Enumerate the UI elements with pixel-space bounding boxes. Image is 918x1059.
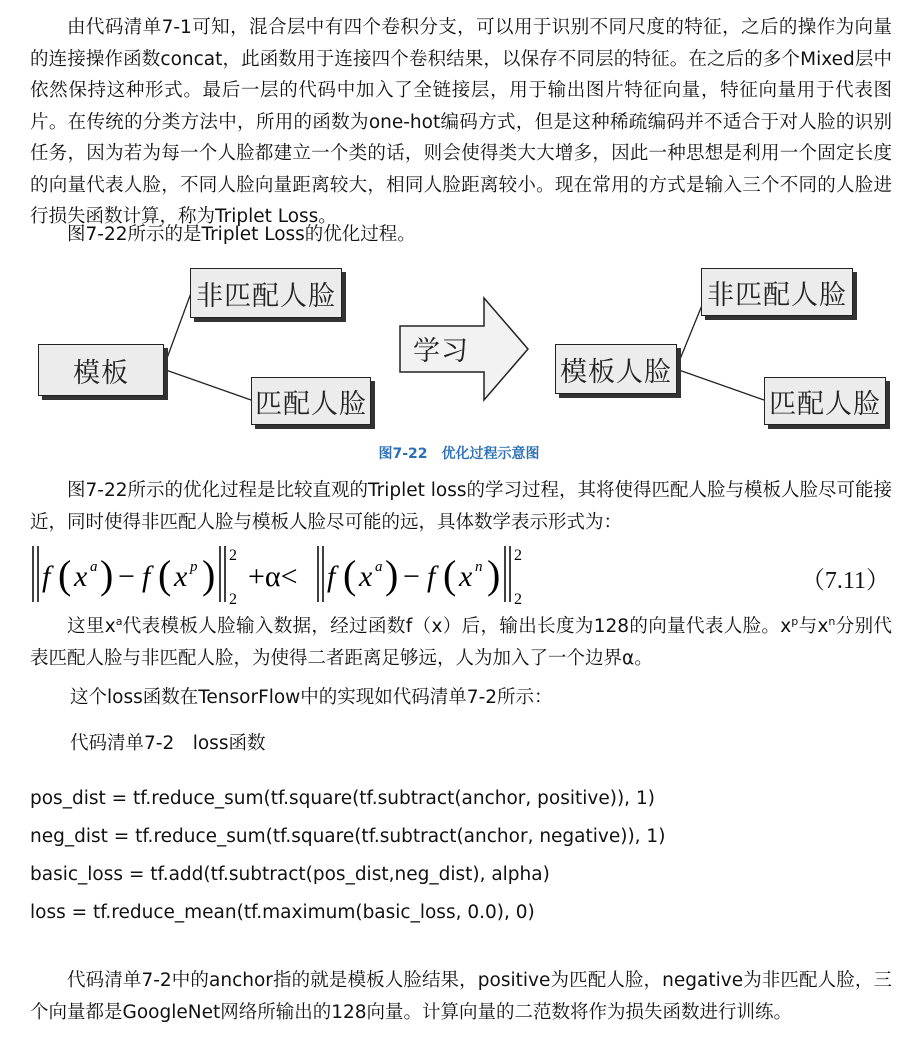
eq-sup-p: p <box>190 559 198 575</box>
box-nonmatch-face-right: 非匹配人脸 <box>701 268 853 316</box>
box-match-face-left: 匹配人脸 <box>251 377 371 425</box>
code-line: loss = tf.reduce_mean(tf.maximum(basic_loss, 0.0), 0) <box>30 902 535 923</box>
paragraph-optimization: 图7-22所示的优化过程是比较直观的Triplet loss的学习过程，其将使得匹配人脸与模板人脸尽可能接近，同时使得非匹配人脸与模板人脸尽可能的远，具体数学表示形式为： <box>30 480 892 533</box>
paragraph-variables-text-b: 代表模板人脸输入数据，经过函数f（x）后，输出长度为128的向量代表人脸。x <box>122 616 792 637</box>
box-template: 模板 <box>38 344 164 396</box>
eq-x-3: x <box>359 560 373 593</box>
eq-sq-2: 2 <box>514 547 522 564</box>
figure-caption: 图7-22 优化过程示意图 <box>378 446 540 462</box>
eq-plus-alpha: +α< <box>248 560 298 593</box>
eq-f-2: f <box>142 560 151 593</box>
eq-paren-close-1: ) <box>100 552 114 597</box>
paragraph-implementation: 这个loss函数在TensorFlow中的实现如代码清单7-2所示： <box>70 687 553 708</box>
paragraph-intro: 由代码清单7-1可知，混合层中有四个卷积分支，可以用于识别不同尺度的特征，之后的操作为向量的连接操作函数concat，此函数用于连接四个卷积结果，以保存不同层的特征。在之后的多个Mixed层中依然保持这种形式。最后一层的代码中加入了全链接层，用于输出图片特征向量，特征向量用于代表图片。在传统的分类方法中，所用的函数为one-hot编码方式，但是这种稀疏编码并不适合于对人脸的识别任务，因为若为每一个人脸都建立一个类的话，则会使得类大大增多，因此一种思想是利用一个固定长度的向量代表人脸，不同人脸向量距离较大，相同人脸距离较小。现在常用的方式是输入三个不同的人脸进行损失函数计算，称为Triplet Loss。 <box>30 17 892 227</box>
paragraph-figure-intro: 图7-22所示的是Triplet Loss的优化过程。 <box>67 224 416 245</box>
eq-paren-open-3: ( <box>343 552 357 597</box>
eq-sub-1: 2 <box>229 591 237 608</box>
eq-sq-1: 2 <box>229 547 237 564</box>
paragraph-variables <box>30 611 892 674</box>
eq-minus-2: − <box>403 560 420 593</box>
code-line: neg_dist = tf.reduce_sum(tf.square(tf.subtract(anchor, negative)), 1) <box>30 826 666 847</box>
eq-sup-a-2: a <box>375 559 383 575</box>
listing-title: 代码清单7-2 loss函数 <box>70 733 266 754</box>
code-line: basic_loss = tf.add(tf.subtract(pos_dist,neg_dist), alpha) <box>30 864 550 885</box>
box-template-face: 模板人脸 <box>555 344 677 394</box>
code-line: pos_dist = tf.reduce_sum(tf.square(tf.subtract(anchor, positive)), 1) <box>30 788 655 809</box>
box-nonmatch-face-left: 非匹配人脸 <box>190 268 342 318</box>
eq-sup-a-1: a <box>90 559 98 575</box>
eq-f-3: f <box>327 560 336 593</box>
eq-paren-open-1: ( <box>58 552 72 597</box>
equation-7-11 <box>30 540 900 610</box>
paragraph-explanation: 代码清单7-2中的anchor指的就是模板人脸结果，positive为匹配人脸，negative为非匹配人脸，三个向量都是GoogleNet网络所输出的128向量。计算向量的二范数将作为损失函数进行训练。 <box>30 970 892 1023</box>
eq-x-2: x <box>174 560 188 593</box>
equation-number: （7.11） <box>800 568 890 594</box>
eq-paren-close-3: ) <box>385 552 399 597</box>
eq-sub-2: 2 <box>514 591 522 608</box>
paragraph-variables-text-d: 分别代表匹配人脸与非匹配人脸，为使得二者距离足够远，人为加入了一个边界α。 <box>30 616 892 669</box>
box-match-face-right: 匹配人脸 <box>764 377 886 425</box>
sup-a: a <box>115 614 123 628</box>
eq-paren-open-2: ( <box>158 552 172 597</box>
eq-f-4: f <box>427 560 436 593</box>
eq-f-1: f <box>42 560 51 593</box>
eq-x-1: x <box>74 560 88 593</box>
sup-p: p <box>791 614 799 628</box>
paragraph-variables-text-a: 这里x <box>67 616 116 637</box>
paragraph-variables-text-c: 与x <box>798 616 829 637</box>
eq-x-4: x <box>459 560 473 593</box>
arrow-label-learning: 学习 <box>413 335 469 367</box>
eq-minus-1: − <box>118 560 135 593</box>
eq-paren-open-4: ( <box>443 552 457 597</box>
eq-paren-close-4: ) <box>487 552 501 597</box>
eq-sup-n: n <box>475 559 483 575</box>
sup-n: n <box>828 614 836 628</box>
eq-paren-close-2: ) <box>202 552 216 597</box>
